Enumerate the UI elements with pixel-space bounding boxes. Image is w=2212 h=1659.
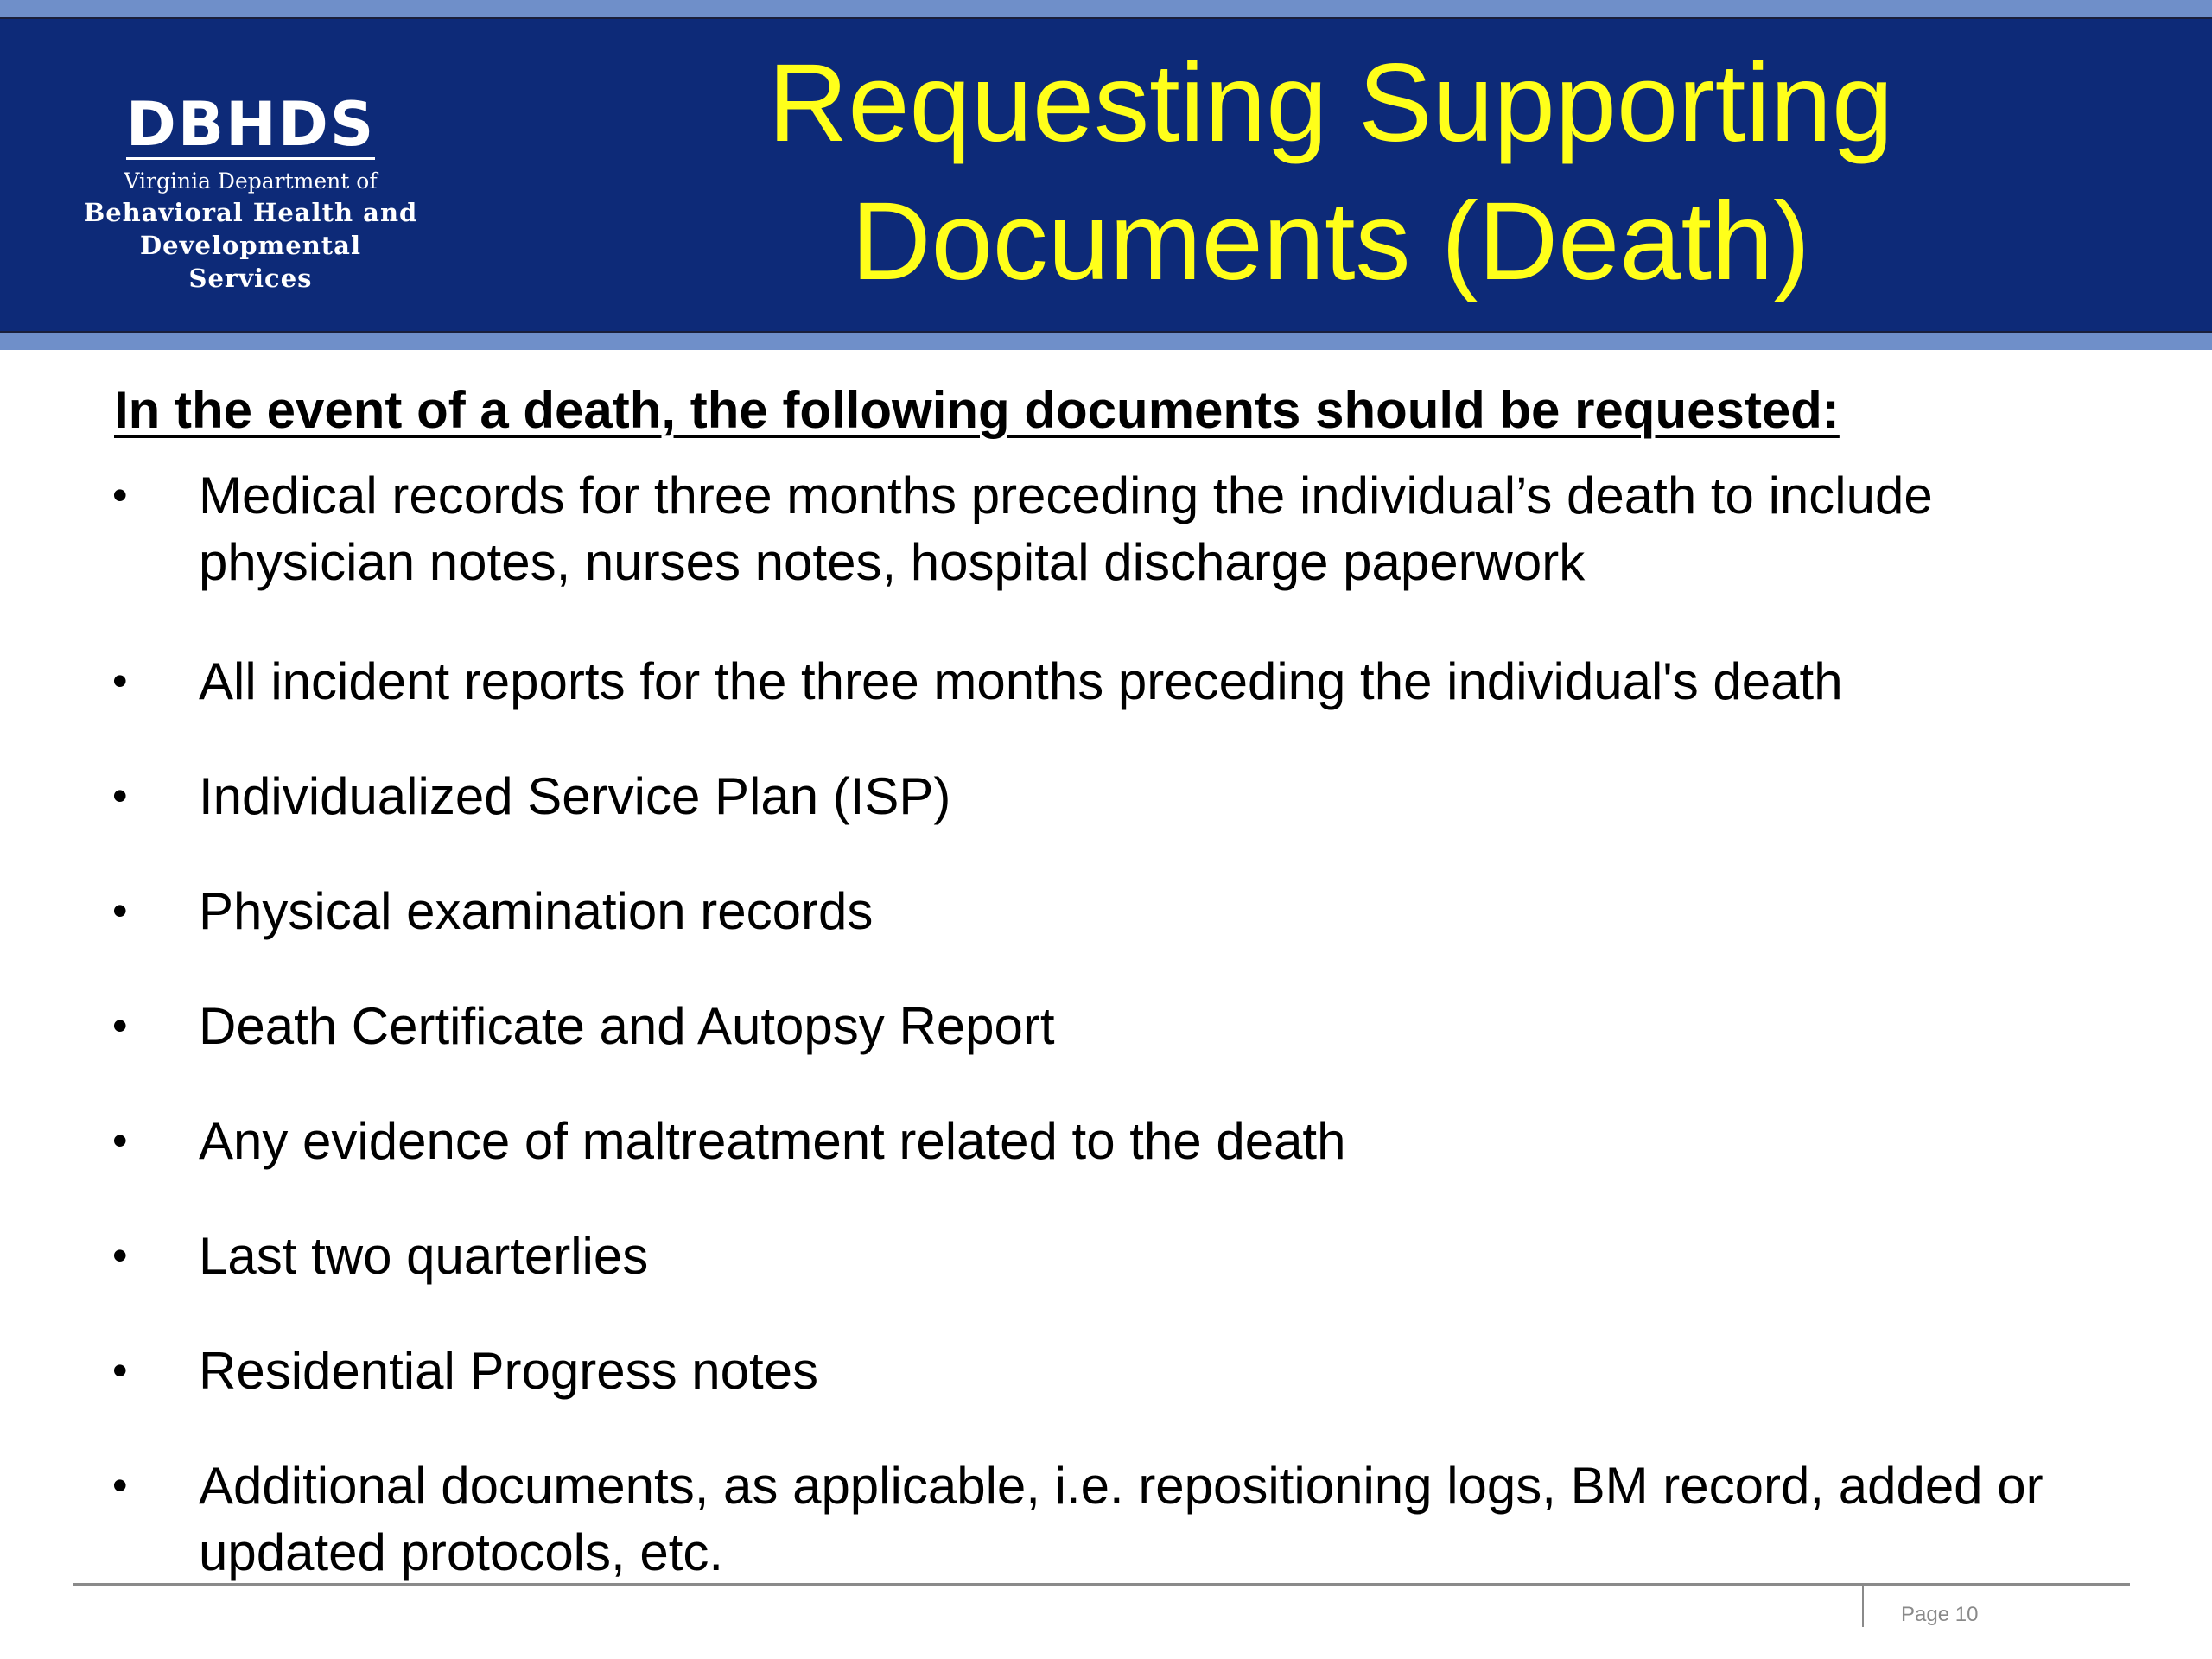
- bullet-icon: •: [112, 471, 128, 519]
- logo-line-2: Behavioral Health and: [83, 198, 418, 227]
- dbhds-logo: [82, 89, 419, 295]
- page-number: Page 10: [1901, 1603, 1979, 1626]
- logo-abbreviation: DBHDS: [125, 89, 376, 160]
- list-item-text: Residential Progress notes: [199, 1342, 819, 1400]
- bullet-icon: •: [112, 772, 128, 820]
- list-item-text: Any evidence of maltreatment related to the death: [199, 1112, 1346, 1170]
- footer-divider-line: [73, 1583, 2130, 1586]
- bullet-icon: •: [112, 1231, 128, 1280]
- list-item-text: Physical examination records: [199, 882, 874, 940]
- bullet-icon: •: [112, 1461, 128, 1510]
- banner-bottom-strip: [0, 333, 2212, 350]
- slide-title-line-1: Requesting Supporting: [767, 41, 1894, 165]
- bullet-icon: •: [112, 1116, 128, 1165]
- bullet-icon: •: [112, 1001, 128, 1050]
- list-item-text: All incident reports for the three months preceding the individual's death: [199, 652, 1843, 710]
- logo-line-3: Developmental Services: [140, 231, 361, 293]
- list-item-text: Additional documents, as applicable, i.e. repositioning logs, BM record, added or updated protocols, etc.: [199, 1457, 2044, 1581]
- list-item-text: Last two quarterlies: [199, 1227, 649, 1285]
- logo-line-1: Virginia Department of: [124, 168, 378, 194]
- bullet-icon: •: [112, 887, 128, 935]
- bullet-icon: •: [112, 1346, 128, 1395]
- list-item-text: Medical records for three months preceding the individual’s death to include physician notes, nurses notes, hospital discharge paperwork: [199, 467, 1933, 591]
- intro-heading: In the event of a death, the following documents should be requested:: [114, 381, 1840, 439]
- slide-title: [657, 35, 2005, 311]
- slide-title-line-2: Documents (Death): [851, 180, 1810, 303]
- footer-vertical-divider: [1862, 1586, 1864, 1627]
- bullet-icon: •: [112, 657, 128, 705]
- banner-top-strip: [0, 0, 2212, 17]
- list-item-text: Death Certificate and Autopsy Report: [199, 997, 1055, 1055]
- list-item-text: Individualized Service Plan (ISP): [199, 767, 951, 825]
